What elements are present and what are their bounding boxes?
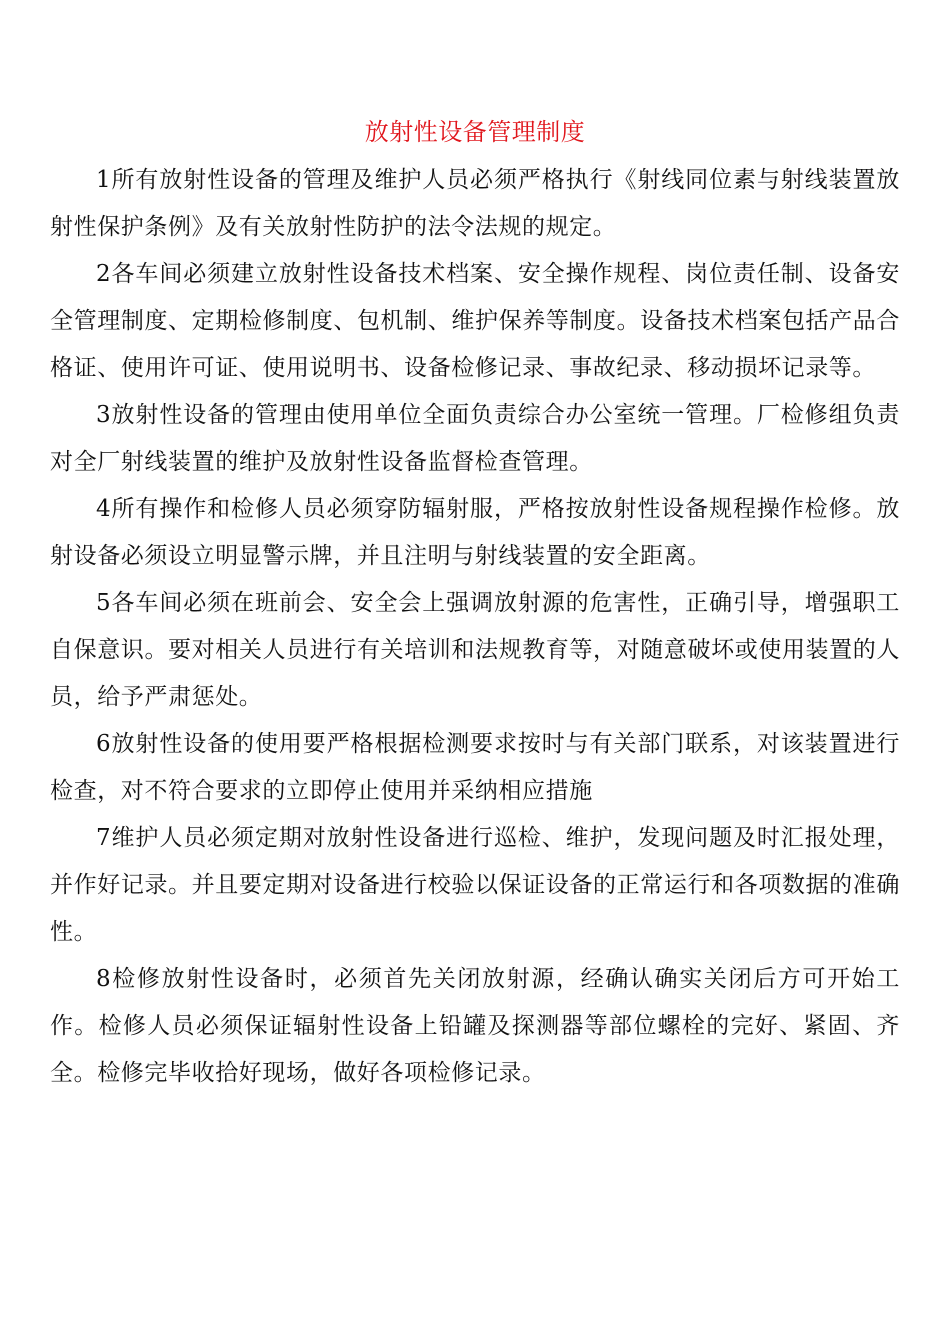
paragraph-2: 2各车间必须建立放射性设备技术档案、安全操作规程、岗位责任制、设备安全管理制度、定期检修制度、包机制、维护保养等制度。设备技术档案包括产品合格证、使用许可证、使用说明书、设备检修记录、事故纪录、移动损坏记录等。 — [50, 261, 900, 381]
paragraph-5: 5各车间必须在班前会、安全会上强调放射源的危害性，正确引导，增强职工自保意识。要对相关人员进行有关培训和法规教育等，对随意破坏或使用装置的人员，给予严肃惩处。 — [50, 590, 900, 710]
document-body — [50, 157, 900, 1097]
paragraph-4: 4所有操作和检修人员必须穿防辐射服，严格按放射性设备规程操作检修。放射设备必须设立明显警示牌，并且注明与射线装置的安全距离。 — [50, 496, 900, 569]
document-title: 放射性设备管理制度 — [364, 118, 586, 146]
paragraph-7: 7维护人员必须定期对放射性设备进行巡检、维护，发现问题及时汇报处理，并作好记录。并且要定期对设备进行校验以保证设备的正常运行和各项数据的准确性。 — [50, 825, 900, 945]
paragraph-1: 1所有放射性设备的管理及维护人员必须严格执行《射线同位素与射线装置放射性保护条例》及有关放射性防护的法令法规的规定。 — [50, 167, 900, 240]
paragraph-3: 3放射性设备的管理由使用单位全面负责综合办公室统一管理。厂检修组负责对全厂射线装置的维护及放射性设备监督检查管理。 — [50, 402, 900, 475]
paragraph-8: 8检修放射性设备时，必须首先关闭放射源，经确认确实关闭后方可开始工作。检修人员必须保证辐射性设备上铅罐及探测器等部位螺栓的完好、紧固、齐全。检修完毕收拾好现场，做好各项检修记录。 — [50, 966, 900, 1086]
paragraph-6: 6放射性设备的使用要严格根据检测要求按时与有关部门联系，对该装置进行检查，对不符合要求的立即停止使用并采纳相应措施 — [50, 731, 900, 804]
